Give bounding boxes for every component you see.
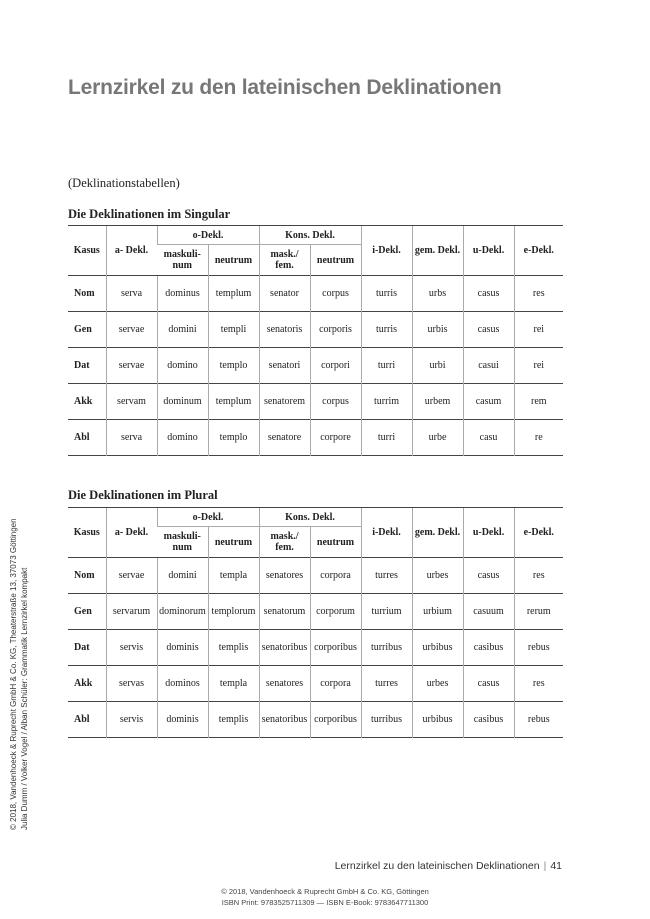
- page-subtitle: (Deklinationstabellen): [68, 176, 180, 190]
- footer-isbn: ISBN Print: 9783525711309 — ISBN E-Book: 9783647711300: [221, 898, 429, 907]
- table-cell: urbes: [412, 558, 463, 594]
- table-cell: turrim: [361, 384, 412, 420]
- table-cell: turrium: [361, 594, 412, 630]
- table-cell: templo: [208, 420, 259, 456]
- header-mask-fem: mask./ fem.: [259, 245, 310, 276]
- table-cell: senatoribus: [259, 702, 310, 738]
- table-cell: servis: [106, 702, 157, 738]
- table-cell: servae: [106, 312, 157, 348]
- header-i-dekl: i-Dekl.: [361, 508, 412, 558]
- header-i-dekl: i-Dekl.: [361, 226, 412, 276]
- header-mask-fem: mask./ fem.: [259, 527, 310, 558]
- table-cell: templis: [208, 630, 259, 666]
- table-cell: dominis: [157, 702, 208, 738]
- case-label: Dat: [68, 348, 106, 384]
- table-cell: domini: [157, 558, 208, 594]
- table-cell: templi: [208, 312, 259, 348]
- header-gem-dekl: gem. Dekl.: [412, 508, 463, 558]
- table-row: [68, 630, 563, 666]
- table-cell: turri: [361, 348, 412, 384]
- header-maskulinum: maskuli-num: [163, 249, 201, 271]
- table-cell: servae: [106, 348, 157, 384]
- table-cell: casus: [463, 558, 514, 594]
- table-cell: serva: [106, 276, 157, 312]
- table-cell: corpora: [310, 558, 361, 594]
- table-cell: urbe: [412, 420, 463, 456]
- table-cell: rebus: [514, 702, 563, 738]
- table-cell: casibus: [463, 630, 514, 666]
- case-label: Akk: [68, 384, 106, 420]
- header-u-dekl: u-Dekl.: [463, 508, 514, 558]
- singular-table: [68, 225, 563, 456]
- running-footer: [335, 860, 562, 872]
- case-label: Abl: [68, 420, 106, 456]
- table-cell: senatores: [259, 666, 310, 702]
- footer-separator: |: [543, 860, 547, 872]
- table-cell: turri: [361, 420, 412, 456]
- table-cell: corpus: [310, 384, 361, 420]
- table-cell: turribus: [361, 702, 412, 738]
- table-cell: turres: [361, 558, 412, 594]
- header-o-dekl: o-Dekl.: [157, 508, 259, 527]
- table-cell: urbibus: [412, 630, 463, 666]
- table-cell: domini: [157, 312, 208, 348]
- header-e-dekl: e-Dekl.: [514, 226, 563, 276]
- table-cell: casus: [463, 276, 514, 312]
- table-cell: servarum: [106, 594, 157, 630]
- table-row: [68, 594, 563, 630]
- case-label: Abl: [68, 702, 106, 738]
- case-label: Nom: [68, 558, 106, 594]
- table-cell: turris: [361, 276, 412, 312]
- table-row: [68, 384, 563, 420]
- table-cell: casus: [463, 666, 514, 702]
- table-cell: urbs: [412, 276, 463, 312]
- table-cell: domino: [157, 420, 208, 456]
- table-cell: urbi: [412, 348, 463, 384]
- table-cell: turris: [361, 312, 412, 348]
- table-cell: casibus: [463, 702, 514, 738]
- table-row: [68, 702, 563, 738]
- table-cell: res: [514, 276, 563, 312]
- side-copyright-note: [8, 518, 30, 830]
- table-cell: corpora: [310, 666, 361, 702]
- table-cell: casuum: [463, 594, 514, 630]
- table-cell: urbium: [412, 594, 463, 630]
- table-cell: dominum: [157, 384, 208, 420]
- table-cell: turribus: [361, 630, 412, 666]
- table-cell: rei: [514, 312, 563, 348]
- table-cell: casui: [463, 348, 514, 384]
- header-maskulinum: maskuli-num: [163, 531, 201, 553]
- table-cell: senator: [259, 276, 310, 312]
- header-a-dekl: a- Dekl.: [106, 226, 157, 276]
- table-row: [68, 312, 563, 348]
- header-kasus: Kasus: [68, 508, 106, 558]
- table-cell: rebus: [514, 630, 563, 666]
- table-cell: re: [514, 420, 563, 456]
- table-cell: templa: [208, 558, 259, 594]
- case-label: Gen: [68, 594, 106, 630]
- table-cell: casus: [463, 312, 514, 348]
- table-cell: senatores: [259, 558, 310, 594]
- header-neutrum-o: neutrum: [208, 527, 259, 558]
- header-u-dekl: u-Dekl.: [463, 226, 514, 276]
- header-a-dekl: a- Dekl.: [106, 508, 157, 558]
- table-cell: corporis: [310, 312, 361, 348]
- table-cell: corporum: [310, 594, 361, 630]
- header-e-dekl: e-Dekl.: [514, 508, 563, 558]
- table-cell: templo: [208, 348, 259, 384]
- plural-heading: Die Deklinationen im Plural: [68, 488, 218, 502]
- table-cell: templa: [208, 666, 259, 702]
- table-cell: senatoris: [259, 312, 310, 348]
- page-number: 41: [550, 860, 562, 872]
- table-row: [68, 420, 563, 456]
- header-neutrum-o: neutrum: [208, 245, 259, 276]
- header-kons-dekl: Kons. Dekl.: [259, 508, 361, 527]
- table-cell: corpori: [310, 348, 361, 384]
- running-title: Lernzirkel zu den lateinischen Deklinationen: [334, 860, 540, 872]
- table-cell: rem: [514, 384, 563, 420]
- header-gem-dekl: gem. Dekl.: [412, 226, 463, 276]
- side-note-line: Julia Dumm / Volker Vogel / Alban Schüler: Grammatik Lernzirkel kompakt: [20, 567, 29, 830]
- table-cell: dominos: [157, 666, 208, 702]
- side-note-line: © 2018, Vandenhoeck & Ruprecht GmbH & Co. KG, Theaterstraße 13, 37073 Göttingen: [9, 518, 18, 830]
- table-cell: corpore: [310, 420, 361, 456]
- table-cell: serva: [106, 420, 157, 456]
- table-cell: corporibus: [310, 630, 361, 666]
- table-cell: senatorem: [259, 384, 310, 420]
- table-cell: casum: [463, 384, 514, 420]
- case-label: Gen: [68, 312, 106, 348]
- footer-copyright: © 2018, Vandenhoeck & Ruprecht GmbH & Co. KG, Göttingen: [221, 887, 429, 896]
- table-cell: urbis: [412, 312, 463, 348]
- table-row: [68, 666, 563, 702]
- table-cell: senatori: [259, 348, 310, 384]
- table-cell: senatore: [259, 420, 310, 456]
- table-cell: dominorum: [157, 594, 208, 630]
- case-label: Dat: [68, 630, 106, 666]
- table-cell: urbem: [412, 384, 463, 420]
- table-row: [68, 348, 563, 384]
- header-kons-dekl: Kons. Dekl.: [259, 226, 361, 245]
- table-cell: corporibus: [310, 702, 361, 738]
- table-cell: templum: [208, 276, 259, 312]
- table-cell: templum: [208, 384, 259, 420]
- table-cell: domino: [157, 348, 208, 384]
- case-label: Nom: [68, 276, 106, 312]
- table-cell: casu: [463, 420, 514, 456]
- table-cell: servas: [106, 666, 157, 702]
- page-title: Lernzirkel zu den lateinischen Deklinationen: [68, 76, 502, 99]
- case-label: Akk: [68, 666, 106, 702]
- table-cell: rerum: [514, 594, 563, 630]
- table-cell: dominis: [157, 630, 208, 666]
- header-neutrum-kons: neutrum: [310, 527, 361, 558]
- table-row: [68, 558, 563, 594]
- table-cell: templis: [208, 702, 259, 738]
- table-row: [68, 276, 563, 312]
- table-cell: templorum: [208, 594, 259, 630]
- table-cell: dominus: [157, 276, 208, 312]
- table-cell: urbes: [412, 666, 463, 702]
- singular-heading: Die Deklinationen im Singular: [68, 207, 231, 221]
- table-cell: corpus: [310, 276, 361, 312]
- header-neutrum-kons: neutrum: [310, 245, 361, 276]
- table-cell: res: [514, 558, 563, 594]
- table-cell: servae: [106, 558, 157, 594]
- table-cell: turres: [361, 666, 412, 702]
- table-cell: servam: [106, 384, 157, 420]
- table-cell: senatorum: [259, 594, 310, 630]
- table-cell: urbibus: [412, 702, 463, 738]
- header-o-dekl: o-Dekl.: [157, 226, 259, 245]
- table-cell: rei: [514, 348, 563, 384]
- table-cell: res: [514, 666, 563, 702]
- table-cell: servis: [106, 630, 157, 666]
- plural-table: [68, 507, 563, 738]
- table-cell: senatoribus: [259, 630, 310, 666]
- header-kasus: Kasus: [68, 226, 106, 276]
